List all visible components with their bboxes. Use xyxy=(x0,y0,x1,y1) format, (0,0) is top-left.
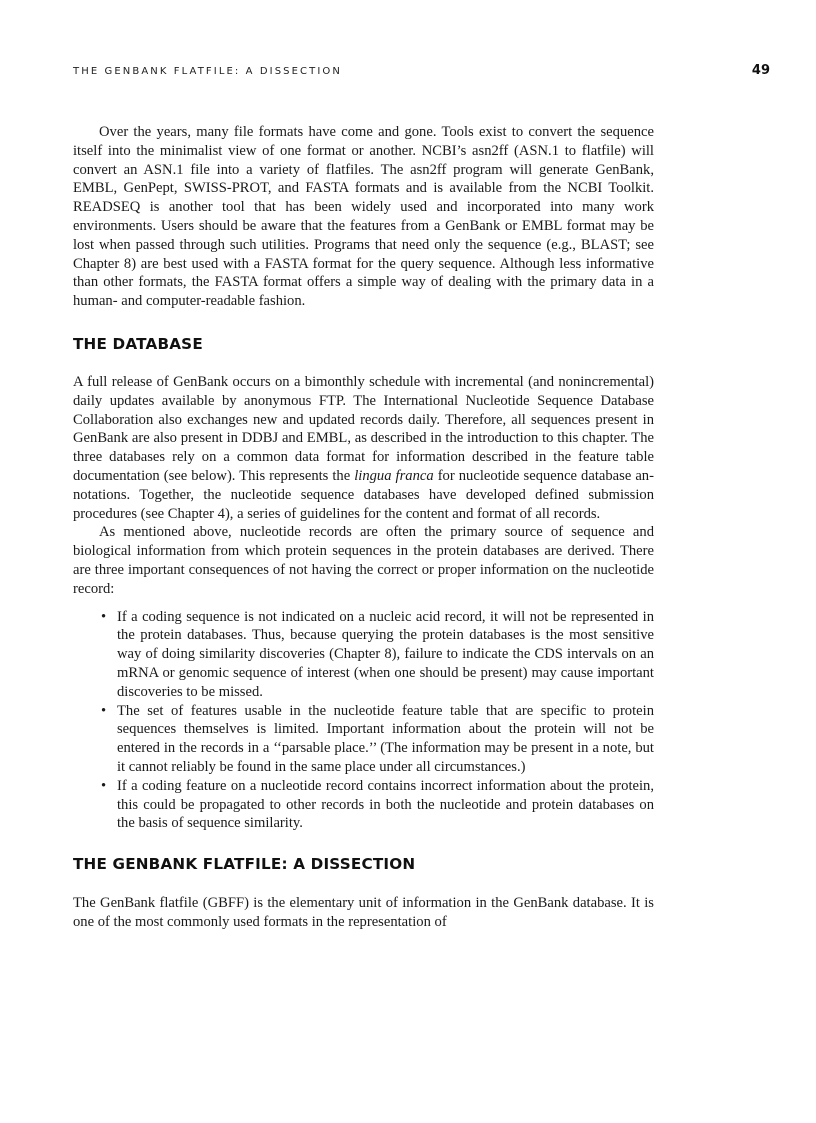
bullet-icon: • xyxy=(101,777,107,794)
list-item-text: The set of features usable in the nucleotide feature table that are specific to protein sequences themselves is limited. Important information about the protein will not be entered in the records in a ‘‘parsable place.’’ (The information may be present in a note, but it cannot reliably be found in the same place under all circumstances.) xyxy=(117,702,654,775)
list-item xyxy=(101,608,654,702)
list-item-text: If a coding feature on a nucleotide record contains incorrect information about the protein, this could be propagated to other records in both the nucleotide and protein databases on the basis of sequence similarity. xyxy=(117,777,654,832)
database-p1-text-b: for nucleotide sequence database annotations. Together, the nucleotide sequence databases have developed defined submission procedures (see Chapter 4), a series of guidelines for the content and format of all records. xyxy=(73,467,654,522)
running-header xyxy=(73,64,770,82)
database-p1-italic: lingua franca xyxy=(354,467,434,484)
bullet-icon: • xyxy=(101,702,107,719)
intro-paragraph: Over the years, many file formats have come and gone. Tools exist to convert the sequence itself into the minimalist view of one format or another. NCBI’s asn2ff (ASN.1 to flatfile) will convert an ASN.1 file into a variety of flatfiles. The asn2ff program will generate GenBank, EMBL, GenPept, SWISS-PROT, and FASTA formats and is available from the NCBI Toolkit. READSEQ is another tool that has been widely used and incorporated into many work environments. Users should be aware that the features from a GenBank or EMBL format may be lost when passed through such utilities. Programs that need only the sequence (e.g., BLAST; see Chapter 8) are best used with a FASTA format for the query sequence. Although less informative than other formats, the FASTA format offers a simple way of dealing with the primary data in a human- and computer-readable fashion. xyxy=(73,124,654,310)
database-paragraph-2: As mentioned above, nucleotide records are often the primary source of sequence and biological information from which protein sequences in the protein databases are derived. There are three important consequences of not having the correct or proper information on the nucleotide record: xyxy=(73,524,654,597)
list-item xyxy=(101,702,654,777)
gbff-paragraph: The GenBank flatfile (GBFF) is the elementary unit of information in the GenBank database. It is one of the most commonly used formats in the representation of xyxy=(73,895,654,930)
list-item-text: If a coding sequence is not indicated on a nucleic acid record, it will not be represented in the protein databases. Thus, because querying the protein databases is the most sensitive way of doing similarity discoveries (Chapter 8), failure to indicate the CDS intervals on an mRNA or genomic sequence of interest (when one should be present) may cause important discoveries to be missed. xyxy=(117,608,654,700)
database-p1-text-a: A full release of GenBank occurs on a bimonthly schedule with incremental (and nonincremental) daily updates available by anonymous FTP. The International Nucleotide Sequence Database Collaboration also exchanges new and updated records daily. Therefore, all sequences present in GenBank are also present in DDBJ and EMBL, as described in the introduction to this chapter. The three databases rely on a common data format for information described in the feature table documentation (see below). This represents the xyxy=(73,373,654,484)
section-heading-gbff: THE GENBANK FLATFILE: A DISSECTION xyxy=(73,855,416,874)
page-number: 49 xyxy=(751,63,770,78)
section-heading-database: THE DATABASE xyxy=(73,334,203,353)
database-paragraph-1 xyxy=(73,373,654,523)
bullet-icon: • xyxy=(101,608,107,625)
page-body xyxy=(73,123,654,932)
running-title: THE GENBANK FLATFILE: A DISSECTION xyxy=(73,66,342,77)
consequences-list xyxy=(73,608,654,834)
list-item xyxy=(101,777,654,833)
